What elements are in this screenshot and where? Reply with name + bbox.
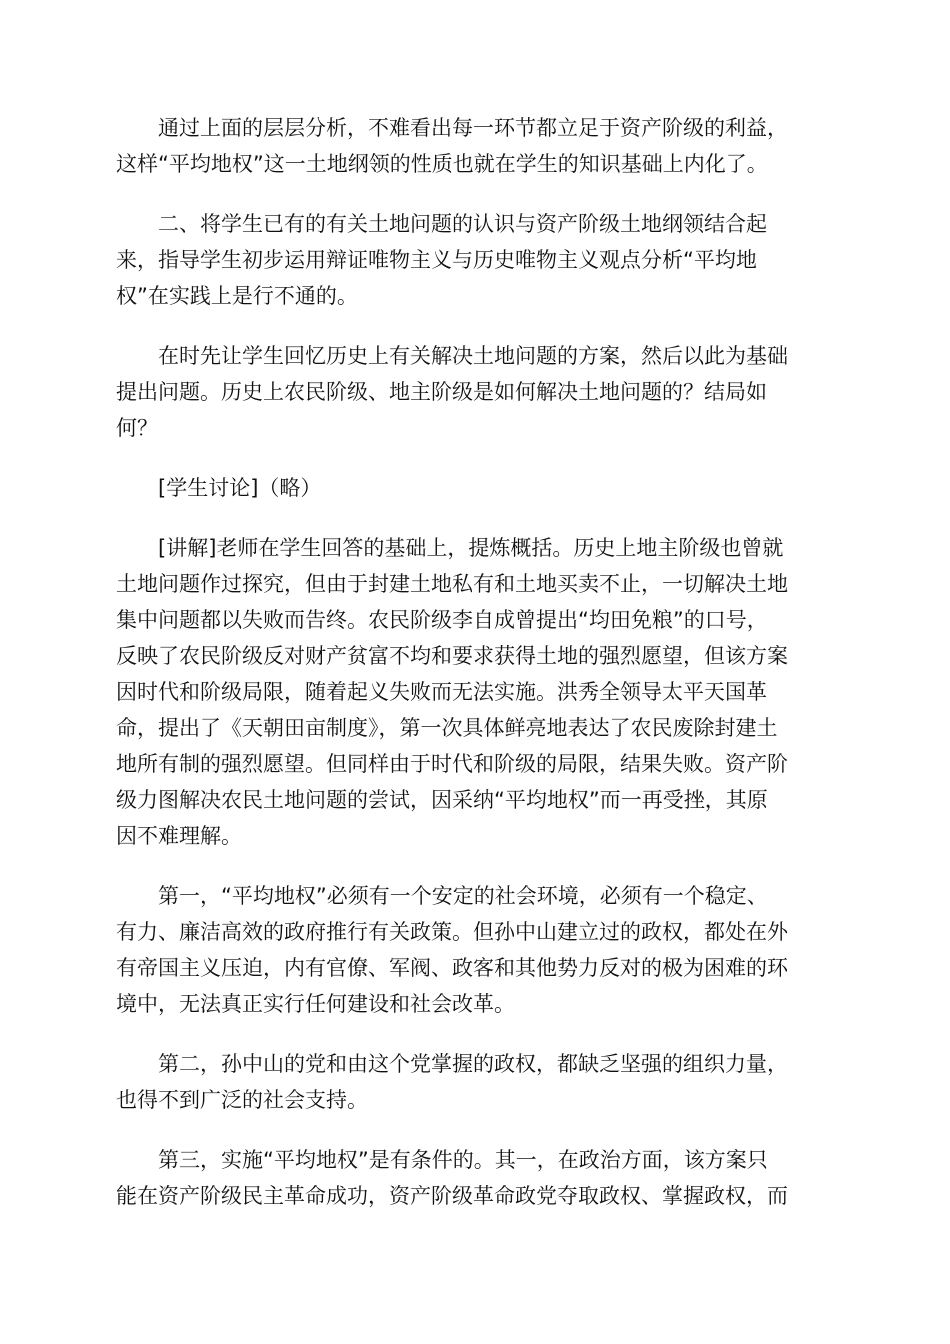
text-line: 反映了农民阶级反对财产贫富不均和要求获得土地的强烈愿望，但该方案 <box>116 644 788 668</box>
text-line: 第三，实施“平均地权”是有条件的。其一，在政治方面，该方案只 <box>158 1148 768 1172</box>
text-line: 级力图解决农民土地问题的尝试，因采纳“平均地权”而一再受挫，其原 <box>116 788 768 812</box>
text-line: [学生讨论]（略） <box>158 476 322 500</box>
text-line: 土地问题作过探究，但由于封建土地私有和土地买卖不止，一切解决土地 <box>116 572 788 596</box>
text-line: 能在资产阶级民主革命成功，资产阶级革命政党夺取政权、掌握政权，而 <box>116 1184 788 1208</box>
text-line: 第一，“平均地权”必须有一个安定的社会环境，必须有一个稳定、 <box>158 884 768 908</box>
text-line: 提出问题。历史上农民阶级、地主阶级是如何解决土地问题的？结局如 <box>116 380 767 404</box>
paragraph-8 <box>116 1142 836 1214</box>
text-line: 在时先让学生回忆历史上有关解决土地问题的方案，然后以此为基础 <box>158 344 788 368</box>
text-line: 境中，无法真正实行任何建设和社会改革。 <box>116 992 515 1016</box>
text-line: 权”在实践上是行不通的。 <box>116 284 358 308</box>
text-line: 第二，孙中山的党和由这个党掌握的政权，都缺乏坚强的组织力量， <box>158 1052 788 1076</box>
text-line: 二、将学生已有的有关土地问题的认识与资产阶级土地纲领结合起 <box>158 212 767 236</box>
text-line: 地所有制的强烈愿望。但同样由于时代和阶级的局限，结果失败。资产阶 <box>116 752 788 776</box>
text-line: 有帝国主义压迫，内有官僚、军阀、政客和其他势力反对的极为困难的环 <box>116 956 788 980</box>
paragraph-5 <box>116 530 836 854</box>
document-page <box>116 110 836 1238</box>
text-line: 来，指导学生初步运用辩证唯物主义与历史唯物主义观点分析“平均地 <box>116 248 757 272</box>
paragraph-2 <box>116 206 836 314</box>
paragraph-1 <box>116 110 836 182</box>
text-line: 通过上面的层层分析，不难看出每一环节都立足于资产阶级的利益， <box>158 116 788 140</box>
text-line: [讲解]老师在学生回答的基础上，提炼概括。历史上地主阶级也曾就 <box>158 536 784 560</box>
text-line: 命，提出了《天朝田亩制度》，第一次具体鲜亮地表达了农民废除封建土 <box>116 716 778 740</box>
paragraph-7 <box>116 1046 836 1118</box>
text-line: 因不难理解。 <box>116 824 242 848</box>
text-line: 也得不到广泛的社会支持。 <box>116 1088 368 1112</box>
text-line: 有力、廉洁高效的政府推行有关政策。但孙中山建立过的政权，都处在外 <box>116 920 788 944</box>
text-line: 这样“平均地权”这一土地纲领的性质也就在学生的知识基础上内化了。 <box>116 152 768 176</box>
text-line: 因时代和阶级局限，随着起义失败而无法实施。洪秀全领导太平天国革 <box>116 680 767 704</box>
text-line: 何？ <box>116 416 158 440</box>
paragraph-4 <box>116 470 836 506</box>
paragraph-3 <box>116 338 836 446</box>
paragraph-6 <box>116 878 836 1022</box>
text-line: 集中问题都以失败而告终。农民阶级李自成曾提出“均田免粮”的口号， <box>116 608 768 632</box>
